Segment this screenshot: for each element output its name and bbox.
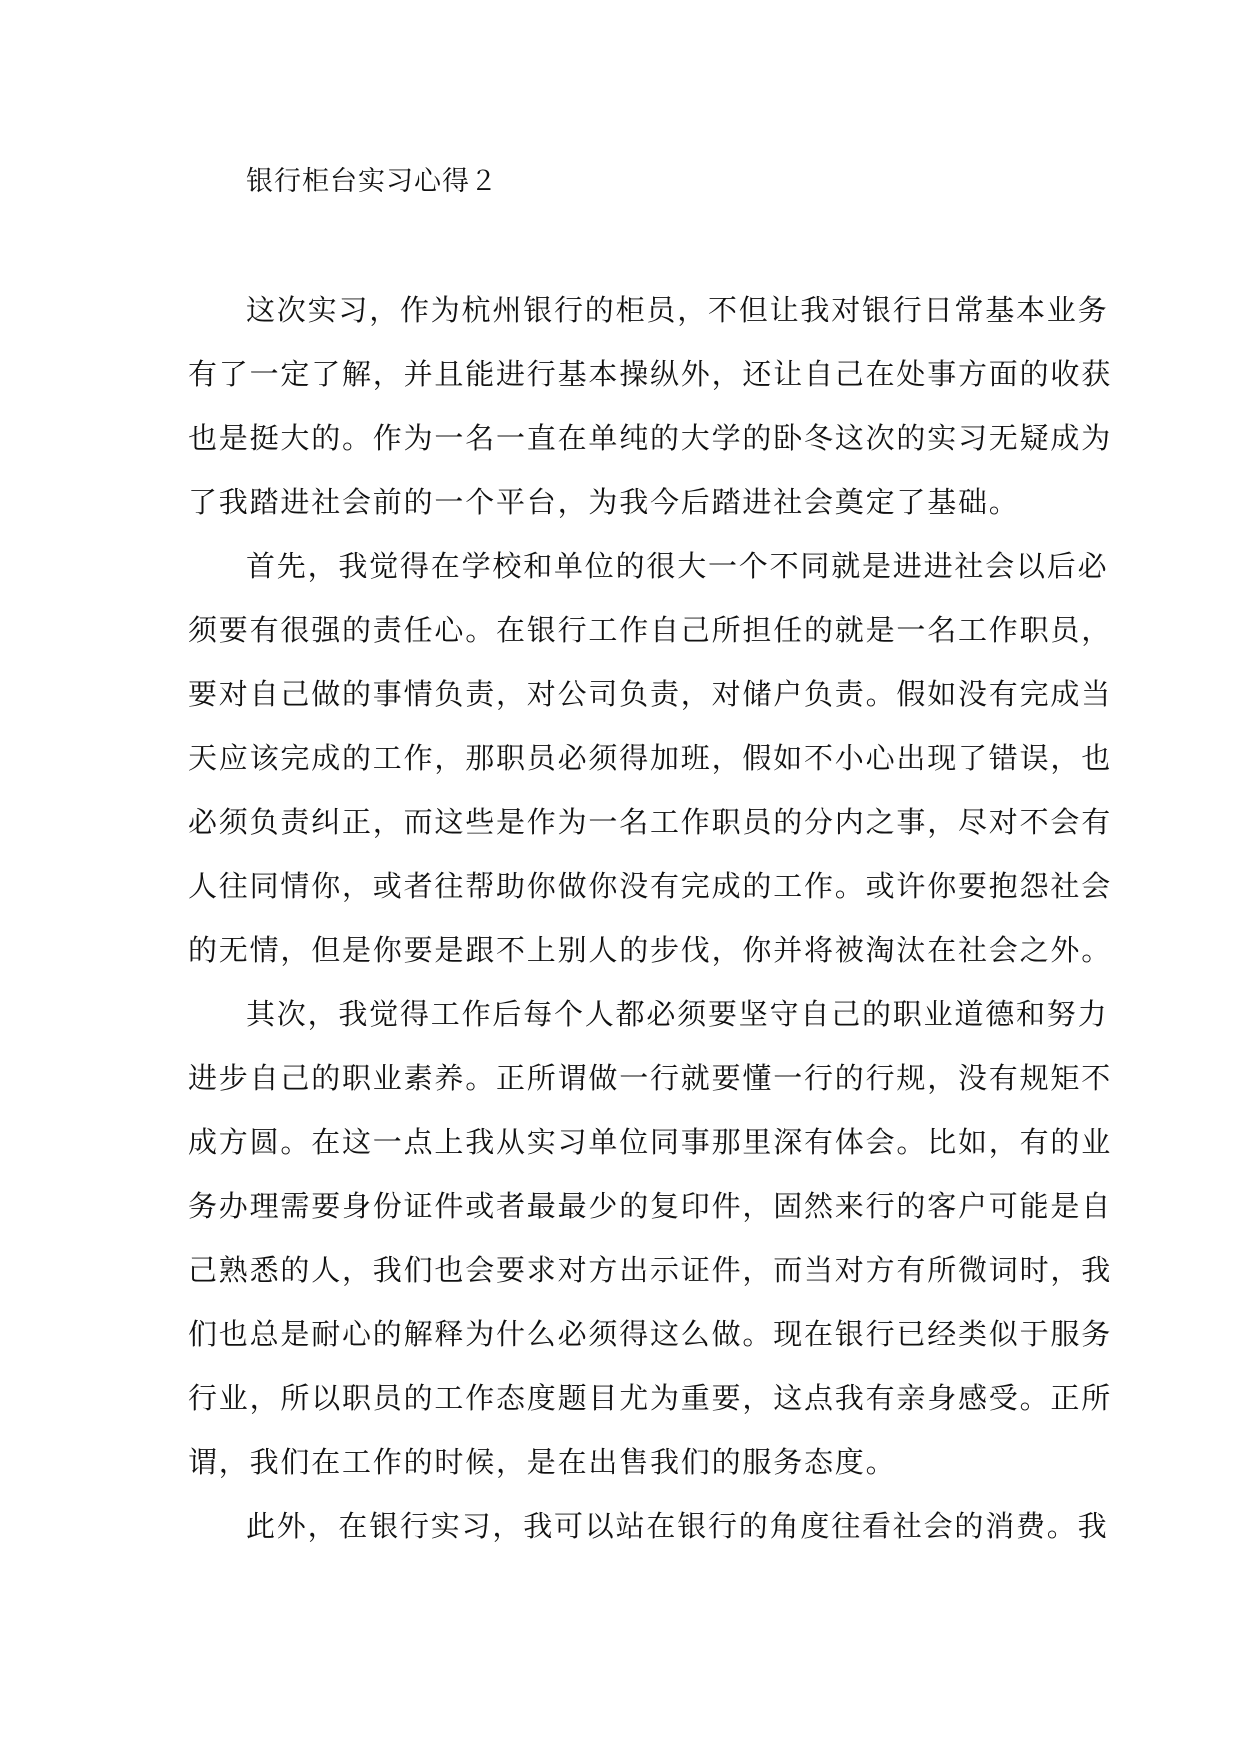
body-line: 其次，我觉得工作后每个人都必须要坚守自己的职业道德和努力 [246, 997, 1109, 1031]
body-line: 要对自己做的事情负责，对公司负责，对储户负责。假如没有完成当 [188, 677, 1113, 711]
body-line: 务办理需要身份证件或者最最少的复印件，固然来行的客户可能是自 [188, 1189, 1113, 1223]
body-line: 首先，我觉得在学校和单位的很大一个不同就是进进社会以后必 [246, 549, 1109, 583]
body-line: 成方圆。在这一点上我从实习单位同事那里深有体会。比如，有的业 [188, 1125, 1113, 1159]
body-line: 须要有很强的责任心。在银行工作自己所担任的就是一名工作职员， [188, 613, 1113, 647]
body-line: 人往同情你，或者往帮助你做你没有完成的工作。或许你要抱怨社会 [188, 869, 1113, 903]
body-line: 也是挺大的。作为一名一直在单纯的大学的卧冬这次的实习无疑成为 [188, 421, 1113, 455]
body-line: 此外，在银行实习，我可以站在银行的角度往看社会的消费。我 [246, 1509, 1109, 1543]
body-line: 行业，所以职员的工作态度题目尤为重要，这点我有亲身感受。正所 [188, 1381, 1113, 1415]
body-line: 们也总是耐心的解释为什么必须得这么做。现在银行已经类似于服务 [188, 1317, 1113, 1351]
body-line: 谓，我们在工作的时候，是在出售我们的服务态度。 [188, 1445, 897, 1479]
body-line: 了我踏进社会前的一个平台，为我今后踏进社会奠定了基础。 [188, 485, 1020, 519]
body-line: 有了一定了解，并且能进行基本操纵外，还让自己在处事方面的收获 [188, 357, 1113, 391]
document-title: 银行柜台实习心得２ [246, 166, 498, 197]
body-line: 天应该完成的工作，那职员必须得加班，假如不小心出现了错误，也 [188, 741, 1113, 775]
body-line: 必须负责纠正，而这些是作为一名工作职员的分内之事，尽对不会有 [188, 805, 1113, 839]
body-line: 进步自己的职业素养。正所谓做一行就要懂一行的行规，没有规矩不 [188, 1061, 1113, 1095]
body-line: 己熟悉的人，我们也会要求对方出示证件，而当对方有所微词时，我 [188, 1253, 1113, 1287]
body-line: 这次实习，作为杭州银行的柜员，不但让我对银行日常基本业务 [246, 293, 1109, 327]
body-line: 的无情，但是你要是跟不上别人的步伐，你并将被淘汰在社会之外。 [188, 933, 1113, 967]
